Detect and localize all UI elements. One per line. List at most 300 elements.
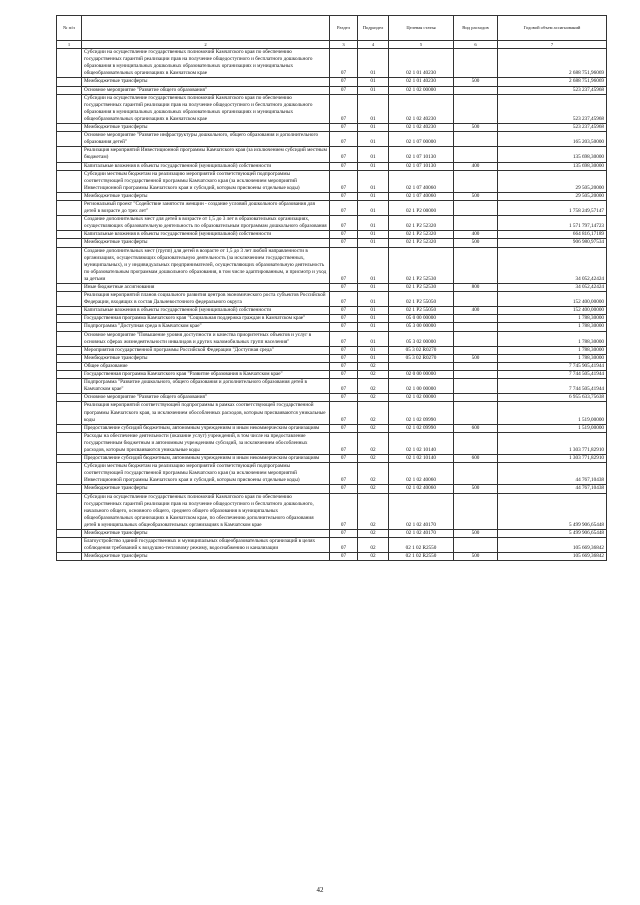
cell-annual-volume: 664 816,17189	[498, 231, 607, 239]
table-row	[57, 49, 607, 78]
cell-number	[57, 362, 82, 370]
cell-podrazdel: 01	[358, 86, 389, 94]
cell-podrazdel: 02	[358, 379, 389, 394]
cell-expense-type	[454, 132, 498, 147]
cell-podrazdel: 01	[358, 94, 389, 123]
table-row	[57, 331, 607, 346]
cell-podrazdel: 01	[358, 192, 389, 200]
table-row	[57, 530, 607, 538]
cell-podrazdel: 01	[358, 323, 389, 331]
cell-number	[57, 86, 82, 94]
cell-number	[57, 485, 82, 493]
cell-expense-type	[454, 362, 498, 370]
cell-annual-volume: 5 499 906,65448	[498, 493, 607, 529]
cell-name: Иные бюджетные ассигнования	[82, 284, 330, 292]
table-row	[57, 124, 607, 132]
cell-target-article	[389, 362, 454, 370]
cell-number	[57, 247, 82, 283]
cell-expense-type: 800	[454, 284, 498, 292]
cell-target-article: 02 1 02 00000	[389, 394, 454, 402]
cell-name: Предоставление субсидий бюджетным, автономным учреждениям и иным некоммерческим организациям	[82, 455, 330, 463]
cell-podrazdel: 02	[358, 402, 389, 424]
cell-target-article: 02 1 P2 52320	[389, 239, 454, 247]
cell-podrazdel: 01	[358, 78, 389, 86]
cell-expense-type: 400	[454, 307, 498, 315]
cell-razdel: 07	[330, 379, 358, 394]
cell-annual-volume: 7 745 905,41944	[498, 362, 607, 370]
cell-razdel: 07	[330, 200, 358, 215]
cell-number	[57, 94, 82, 123]
header-razdel: Раздел	[330, 16, 358, 41]
cell-expense-type: 500	[454, 354, 498, 362]
cell-target-article: 02 1 02 R2550	[389, 538, 454, 553]
table-row	[57, 485, 607, 493]
cell-number	[57, 493, 82, 529]
cell-number	[57, 463, 82, 485]
cell-annual-volume: 2 688 751,96069	[498, 49, 607, 78]
cell-name: Межбюджетные трансферты	[82, 530, 330, 538]
col-number: 3	[330, 41, 358, 49]
header-name	[82, 16, 330, 41]
cell-annual-volume: 29 505,20000	[498, 192, 607, 200]
table-row	[57, 216, 607, 231]
cell-annual-volume: 1 788,30000	[498, 315, 607, 323]
table-header-row	[57, 16, 607, 41]
table-row	[57, 162, 607, 170]
cell-razdel: 07	[330, 354, 358, 362]
cell-number	[57, 530, 82, 538]
table-row	[57, 284, 607, 292]
cell-name: Межбюджетные трансферты	[82, 354, 330, 362]
cell-podrazdel: 01	[358, 162, 389, 170]
cell-annual-volume: 135 698,30000	[498, 162, 607, 170]
cell-expense-type	[454, 379, 498, 394]
cell-expense-type	[454, 247, 498, 283]
cell-annual-volume: 1 303 771,82910	[498, 432, 607, 454]
table-row	[57, 192, 607, 200]
cell-expense-type: 600	[454, 455, 498, 463]
table-row	[57, 424, 607, 432]
cell-name: Субсидии на осуществление государственных полномочий Камчатского края по обеспечению государственных гарантий реализации прав на получение общедоступного и бесплатного дошкольного образования в муниципальных дошкольных образовательных организациях и муниципальных общеобразовательных организациях в Камчатском крае	[82, 94, 330, 123]
table-row	[57, 323, 607, 331]
cell-number	[57, 402, 82, 424]
cell-podrazdel: 02	[358, 424, 389, 432]
cell-annual-volume: 135 698,30000	[498, 147, 607, 162]
cell-podrazdel: 01	[358, 346, 389, 354]
cell-target-article: 05 0 00 00000	[389, 315, 454, 323]
cell-expense-type: 500	[454, 192, 498, 200]
cell-razdel: 07	[330, 530, 358, 538]
cell-razdel: 07	[330, 346, 358, 354]
cell-annual-volume: 6 955 633,75638	[498, 394, 607, 402]
cell-name: Субсидии на осуществление государственных полномочий Камчатского края по обеспечению государственных гарантий реализации прав на получение общедоступного и бесплатного дошкольного, начального общего, основного общего, среднего общего образования в муниципальных общеобразовательных организациях в Камчатском крае, по обеспечению дополнительного образования детей в муниципальных общеобразовательных организациях в Камчатском крае	[82, 493, 330, 529]
cell-name: Реализация мероприятий Инвестиционной программы Камчатского края (за исключением субсидий местным бюджетам)	[82, 147, 330, 162]
cell-expense-type: 500	[454, 239, 498, 247]
cell-razdel: 07	[330, 216, 358, 231]
cell-expense-type: 500	[454, 485, 498, 493]
cell-name: Капитальные вложения в объекты государственной (муниципальной) собственности	[82, 307, 330, 315]
cell-podrazdel: 01	[358, 49, 389, 78]
cell-annual-volume: 44 767,10438	[498, 463, 607, 485]
cell-name: Подпрограмма "Развитие дошкольного, общего образования и дополнительного образования детей в Камчатском крае"	[82, 379, 330, 394]
cell-razdel: 07	[330, 315, 358, 323]
cell-number	[57, 132, 82, 147]
cell-name: Субсидии на осуществление государственных полномочий Камчатского края по обеспечению государственных гарантий реализации прав на получение общедоступного и бесплатного дошкольного образования в муниципальных дошкольных образовательных организациях и муниципальных общеобразовательных организациях в Камчатском крае	[82, 49, 330, 78]
cell-annual-volume: 29 505,20000	[498, 170, 607, 192]
cell-target-article: 02 1 P2 55050	[389, 307, 454, 315]
cell-expense-type	[454, 86, 498, 94]
header-target-article: Целевая статья	[389, 16, 454, 41]
cell-podrazdel: 01	[358, 170, 389, 192]
cell-name: Основное мероприятие "Развитие общего образования"	[82, 86, 330, 94]
table-row	[57, 132, 607, 147]
cell-annual-volume: 523 237,45968	[498, 86, 607, 94]
cell-annual-volume: 1 519,00000	[498, 424, 607, 432]
cell-name: Благоустройство зданий государственных и муниципальных общеобразовательных организаций в целях соблюдения требований к воздушно-тепловому режиму, водоснабжению и канализации	[82, 538, 330, 553]
cell-razdel: 07	[330, 86, 358, 94]
cell-razdel: 07	[330, 170, 358, 192]
cell-razdel: 07	[330, 553, 358, 561]
cell-podrazdel: 01	[358, 307, 389, 315]
cell-podrazdel: 01	[358, 231, 389, 239]
cell-annual-volume: 523 237,45968	[498, 94, 607, 123]
cell-expense-type	[454, 315, 498, 323]
cell-target-article: 02 1 P2 52320	[389, 231, 454, 239]
cell-expense-type	[454, 94, 498, 123]
cell-target-article: 02 1 P2 00000	[389, 200, 454, 215]
cell-annual-volume: 34 052,42424	[498, 284, 607, 292]
col-number: 2	[82, 41, 330, 49]
table-row	[57, 493, 607, 529]
table-row	[57, 402, 607, 424]
table-row	[57, 379, 607, 394]
table-row	[57, 147, 607, 162]
cell-target-article: 02 1 07 40060	[389, 170, 454, 192]
cell-target-article: 02 1 P2 52530	[389, 284, 454, 292]
cell-expense-type: 400	[454, 162, 498, 170]
table-row	[57, 538, 607, 553]
table-row	[57, 239, 607, 247]
cell-expense-type	[454, 463, 498, 485]
table-row	[57, 78, 607, 86]
cell-podrazdel: 01	[358, 147, 389, 162]
cell-number	[57, 170, 82, 192]
cell-name: Подпрограмма "Доступная среда в Камчатском крае"	[82, 323, 330, 331]
cell-target-article: 02 1 02 40170	[389, 493, 454, 529]
cell-expense-type: 500	[454, 78, 498, 86]
cell-expense-type: 500	[454, 124, 498, 132]
table-row	[57, 94, 607, 123]
cell-annual-volume: 44 767,10438	[498, 485, 607, 493]
cell-razdel: 07	[330, 284, 358, 292]
cell-number	[57, 323, 82, 331]
cell-target-article: 02 1 02 10140	[389, 432, 454, 454]
cell-podrazdel: 02	[358, 493, 389, 529]
cell-name: Межбюджетные трансферты	[82, 485, 330, 493]
cell-razdel: 07	[330, 78, 358, 86]
cell-razdel: 07	[330, 424, 358, 432]
cell-annual-volume: 105 669,36842	[498, 553, 607, 561]
cell-name: Капитальные вложения в объекты государственной (муниципальной) собственности	[82, 162, 330, 170]
cell-number	[57, 192, 82, 200]
cell-annual-volume: 1 788,30000	[498, 331, 607, 346]
cell-name: Реализация мероприятий соответствующей подпрограммы в рамках соответствующей государственной программы Камчатского края, за исключением обособленных расходов, которым присваиваются уникальные коды	[82, 402, 330, 424]
table-row	[57, 170, 607, 192]
cell-name: Мероприятия государственной программы Российской Федерации "Доступная среда"	[82, 346, 330, 354]
cell-razdel: 07	[330, 49, 358, 78]
cell-razdel: 07	[330, 362, 358, 370]
cell-podrazdel: 01	[358, 216, 389, 231]
cell-number	[57, 49, 82, 78]
cell-name: Региональный проект "Содействие занятости женщин - создание условий дошкольного образования для детей в возрасте до трех лет"	[82, 200, 330, 215]
table-row	[57, 463, 607, 485]
cell-target-article: 02 1 P2 52320	[389, 216, 454, 231]
cell-expense-type	[454, 394, 498, 402]
cell-annual-volume: 1 758 249,57147	[498, 200, 607, 215]
cell-target-article: 02 1 02 40170	[389, 530, 454, 538]
cell-number	[57, 379, 82, 394]
cell-expense-type	[454, 323, 498, 331]
cell-name: Государственная программа Камчатского края "Социальная поддержка граждан в Камчатском крае"	[82, 315, 330, 323]
cell-target-article: 02 1 07 10130	[389, 162, 454, 170]
cell-annual-volume: 2 688 751,96069	[498, 78, 607, 86]
cell-target-article: 02 1 02 40230	[389, 124, 454, 132]
cell-name: Субсидии местным бюджетам на реализацию мероприятий соответствующей подпрограммы соответствующей государственной программы Камчатского края (за исключением мероприятий Инвестиционной программы Камчатского края и субсидий, которым присвоены отдельные коды)	[82, 170, 330, 192]
cell-razdel: 07	[330, 247, 358, 283]
cell-target-article: 02 1 02 40060	[389, 485, 454, 493]
col-number: 7	[498, 41, 607, 49]
cell-name: Предоставление субсидий бюджетным, автономным учреждениям и иным некоммерческим организациям	[82, 424, 330, 432]
cell-target-article: 05 3 02 00000	[389, 331, 454, 346]
cell-number	[57, 354, 82, 362]
cell-annual-volume: 1 519,00000	[498, 402, 607, 424]
cell-expense-type	[454, 216, 498, 231]
cell-name: Межбюджетные трансферты	[82, 192, 330, 200]
cell-podrazdel: 02	[358, 485, 389, 493]
cell-annual-volume: 1 571 797,14723	[498, 216, 607, 231]
cell-target-article: 02 1 00 00000	[389, 379, 454, 394]
cell-expense-type	[454, 371, 498, 379]
cell-number	[57, 239, 82, 247]
cell-expense-type	[454, 346, 498, 354]
cell-target-article: 05 3 00 00000	[389, 323, 454, 331]
cell-expense-type: 500	[454, 553, 498, 561]
cell-annual-volume: 1 303 771,82910	[498, 455, 607, 463]
cell-podrazdel: 02	[358, 553, 389, 561]
cell-podrazdel: 01	[358, 247, 389, 283]
cell-name: Основное мероприятие "Развитие общего образования"	[82, 394, 330, 402]
cell-annual-volume: 165 203,50000	[498, 132, 607, 147]
cell-podrazdel: 01	[358, 239, 389, 247]
cell-expense-type	[454, 331, 498, 346]
cell-annual-volume: 152 400,00000	[498, 307, 607, 315]
header-expense-type: Вид расходов	[454, 16, 498, 41]
col-number: 4	[358, 41, 389, 49]
cell-number	[57, 315, 82, 323]
cell-podrazdel: 02	[358, 538, 389, 553]
cell-podrazdel: 01	[358, 284, 389, 292]
cell-number	[57, 162, 82, 170]
cell-target-article: 02 1 02 40060	[389, 463, 454, 485]
table-row	[57, 86, 607, 94]
cell-number	[57, 331, 82, 346]
cell-number	[57, 200, 82, 215]
cell-annual-volume: 1 788,30000	[498, 354, 607, 362]
cell-target-article: 02 1 07 40060	[389, 192, 454, 200]
cell-annual-volume: 906 980,97534	[498, 239, 607, 247]
table-row	[57, 292, 607, 307]
cell-target-article: 02 1 01 40230	[389, 78, 454, 86]
cell-number	[57, 455, 82, 463]
cell-podrazdel: 02	[358, 371, 389, 379]
cell-razdel: 07	[330, 94, 358, 123]
cell-podrazdel: 01	[358, 315, 389, 323]
table-row	[57, 354, 607, 362]
cell-expense-type	[454, 432, 498, 454]
table-row	[57, 553, 607, 561]
header-annual-volume: Годовой объем ассигнований	[498, 16, 607, 41]
cell-target-article: 02 1 P2 55050	[389, 292, 454, 307]
cell-name: Общее образование	[82, 362, 330, 370]
cell-expense-type	[454, 493, 498, 529]
cell-razdel: 07	[330, 323, 358, 331]
cell-name: Межбюджетные трансферты	[82, 124, 330, 132]
cell-expense-type	[454, 49, 498, 78]
cell-razdel: 07	[330, 432, 358, 454]
cell-number	[57, 292, 82, 307]
cell-podrazdel: 01	[358, 132, 389, 147]
cell-target-article: 05 3 02 R0270	[389, 346, 454, 354]
cell-number	[57, 124, 82, 132]
cell-annual-volume: 1 788,30000	[498, 346, 607, 354]
table-row	[57, 455, 607, 463]
col-number: 6	[454, 41, 498, 49]
table-row	[57, 432, 607, 454]
cell-target-article: 02 1 07 00000	[389, 132, 454, 147]
cell-razdel: 07	[330, 124, 358, 132]
table-row	[57, 200, 607, 215]
table-row	[57, 247, 607, 283]
cell-target-article: 02 1 02 10140	[389, 455, 454, 463]
cell-podrazdel: 01	[358, 200, 389, 215]
cell-name: Субсидии местным бюджетам на реализацию мероприятий соответствующей подпрограммы соответствующей государственной программы Камчатского края (за исключением мероприятий Инвестиционной программы Камчатского края и субсидий, которым присвоены отдельные коды)	[82, 463, 330, 485]
cell-number	[57, 346, 82, 354]
cell-target-article: 02 1 02 09990	[389, 424, 454, 432]
cell-razdel: 07	[330, 485, 358, 493]
cell-razdel: 07	[330, 455, 358, 463]
table-row	[57, 307, 607, 315]
cell-razdel: 07	[330, 331, 358, 346]
cell-expense-type	[454, 170, 498, 192]
cell-target-article: 02 1 P2 52530	[389, 247, 454, 283]
cell-number	[57, 216, 82, 231]
cell-annual-volume: 1 788,30000	[498, 323, 607, 331]
cell-name: Реализация мероприятий планов социального развития центров экономического роста субъектов Российской Федерации, входящих в состав Дальневосточного федерального округа	[82, 292, 330, 307]
cell-target-article: 02 1 02 40230	[389, 94, 454, 123]
column-numbers-row	[57, 41, 607, 49]
table-row	[57, 346, 607, 354]
cell-name: Межбюджетные трансферты	[82, 78, 330, 86]
cell-podrazdel: 02	[358, 530, 389, 538]
cell-expense-type: 500	[454, 530, 498, 538]
cell-annual-volume: 7 744 505,41944	[498, 379, 607, 394]
cell-number	[57, 424, 82, 432]
cell-expense-type: 600	[454, 424, 498, 432]
header-podrazdel: Подраздел	[358, 16, 389, 41]
cell-number	[57, 147, 82, 162]
table-row	[57, 394, 607, 402]
cell-name: Капитальные вложения в объекты государственной (муниципальной) собственности	[82, 231, 330, 239]
cell-podrazdel: 02	[358, 455, 389, 463]
col-number: 1	[57, 41, 82, 49]
cell-number	[57, 371, 82, 379]
cell-name: Основное мероприятие "Развитие инфраструктуры дошкольного, общего образования и дополнительного образования детей"	[82, 132, 330, 147]
cell-razdel: 07	[330, 538, 358, 553]
cell-razdel: 07	[330, 394, 358, 402]
cell-razdel: 07	[330, 239, 358, 247]
budget-table	[56, 15, 607, 561]
cell-razdel: 07	[330, 493, 358, 529]
cell-podrazdel: 01	[358, 124, 389, 132]
cell-podrazdel: 02	[358, 463, 389, 485]
cell-annual-volume: 5 499 906,65448	[498, 530, 607, 538]
cell-razdel: 07	[330, 292, 358, 307]
cell-target-article: 02 1 02 R2550	[389, 553, 454, 561]
cell-number	[57, 432, 82, 454]
cell-name: Создание дополнительных мест (групп) для детей в возрасте от 1,5 до 3 лет любой направленности в организациях, осуществляющих образовательную деятельность (за исключением государственных, муниципальных), и у индивидуальных предпринимателей, осуществляющих образовательную деятельность по образовательным программам дошкольного образования, в том числе адаптированным, и присмотр и уход за детьми	[82, 247, 330, 283]
cell-razdel: 07	[330, 147, 358, 162]
cell-podrazdel: 01	[358, 354, 389, 362]
cell-annual-volume: 523 237,45968	[498, 124, 607, 132]
cell-annual-volume: 152 400,00000	[498, 292, 607, 307]
cell-name: Создание дополнительных мест для детей в возрасте от 1,5 до 3 лет в образовательных организациях, осуществляющих образовательную деятельность по образовательным программам дошкольного образования	[82, 216, 330, 231]
cell-number	[57, 284, 82, 292]
cell-expense-type	[454, 292, 498, 307]
cell-razdel: 07	[330, 463, 358, 485]
cell-number	[57, 307, 82, 315]
cell-number	[57, 553, 82, 561]
cell-podrazdel: 01	[358, 292, 389, 307]
cell-target-article: 02 1 02 09990	[389, 402, 454, 424]
cell-number	[57, 394, 82, 402]
cell-name: Государственная программа Камчатского края "Развитие образования в Камчатском крае"	[82, 371, 330, 379]
cell-expense-type: 400	[454, 231, 498, 239]
cell-razdel: 07	[330, 402, 358, 424]
cell-target-article: 02 1 02 00000	[389, 86, 454, 94]
cell-name: Межбюджетные трансферты	[82, 239, 330, 247]
cell-expense-type	[454, 402, 498, 424]
cell-podrazdel: 02	[358, 362, 389, 370]
cell-name: Расходы на обеспечение деятельности (оказание услуг) учреждений, в том числе на предоставление государственным бюджетным и автономным учреждениям субсидий, за исключением обособленных расходов, которым присваиваются уникальные коды	[82, 432, 330, 454]
cell-annual-volume: 34 052,42424	[498, 247, 607, 283]
cell-razdel: 07	[330, 162, 358, 170]
table-row	[57, 362, 607, 370]
cell-podrazdel: 02	[358, 432, 389, 454]
table-row	[57, 371, 607, 379]
table-row	[57, 315, 607, 323]
cell-number	[57, 231, 82, 239]
cell-expense-type	[454, 538, 498, 553]
cell-annual-volume: 105 669,36842	[498, 538, 607, 553]
cell-razdel: 07	[330, 192, 358, 200]
header-number: № п/п	[57, 16, 82, 41]
cell-razdel: 07	[330, 132, 358, 147]
cell-name: Основное мероприятие "Повышение уровня доступности и качества приоритетных объектов и услуг в основных сферах жизнедеятельности инвалидов и других маломобильных групп населения"	[82, 331, 330, 346]
cell-number	[57, 78, 82, 86]
cell-razdel: 07	[330, 371, 358, 379]
cell-podrazdel: 02	[358, 394, 389, 402]
table-row	[57, 231, 607, 239]
